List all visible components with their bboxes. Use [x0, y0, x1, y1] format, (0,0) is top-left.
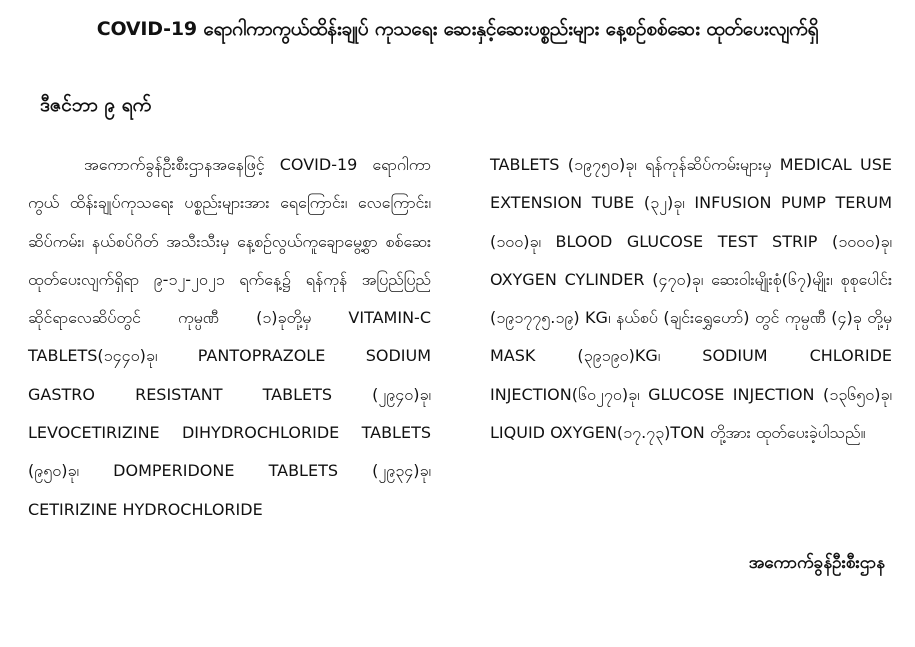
issuing-department-signature: အကောက်ခွန်ဦးစီးဌာန: [748, 553, 885, 573]
body-column-left: အကောက်ခွန်ဦးစီးဌာနအနေဖြင့် COVID-19 ရောဂါကာကွယ် ထိန်းချုပ်ကုသရေး ပစ္စည်းများအား ရေကြောင်း၊ လေကြောင်း၊ ဆိပ်ကမ်း၊ နယ်စပ်ဂိတ် အသီးသီးမှ နေ့စဉ်လွယ်ကူချောမွေ့စွာ စစ်ဆေး ထုတ်ပေးလျက်ရှိရာ ၉-၁၂-၂၀၂၁ ရက်နေ့၌ ရန်ကုန် အပြည်ပြည်ဆိုင်ရာလေဆိပ်တွင် ကုမ္ပဏီ (၁)ခုတို့မှ VITAMIN-C TABLETS(၁၄၄၀)ခု၊ PANTOPRAZOLE SODIUM GASTRO RESISTANT TABLETS (၂၉၄၀)ခု၊ LEVOCETIRIZINE DIHYDROCHLORIDE TABLETS (၉၅၀)ခု၊ DOMPERIDONE TABLETS (၂၉၃၄)ခု၊ CETIRIZINE HYDROCHLORIDE: [28, 155, 431, 519]
dateline: ဒီဇင်ဘာ ၉ ရက်: [40, 94, 152, 116]
body-column-right: TABLETS (၁၉၇၅၀)ခု၊ ရန်ကုန်ဆိပ်ကမ်းများမှ MEDICAL USE EXTENSION TUBE (၃၂)ခု၊ INFUSION PUMP TERUM (၁၀၀)ခု၊ BLOOD GLUCOSE TEST STRIP (၁၀၀၀)ခု၊ OXYGEN CYLINDER (၄၇၀)ခု၊ ဆေးဝါးမျိုးစုံ(၆၇)မျိုး၊ စုစုပေါင်း (၁၉၁၇၇၅.၁၉) KG၊ နယ်စပ် (ချင်းရွှေဟော်) တွင် ကုမ္ပဏီ (၄)ခု တို့မှ MASK (၃၉၁၉၀)KG၊ SODIUM CHLORIDE INJECTION(၆၀၂၇၀)ခု၊ GLUCOSE INJECTION (၁၃၆၅၀)ခု၊ LIQUID OXYGEN(၁၇.၇၃)TON တို့အား ထုတ်ပေးခဲ့ပါသည်။: [490, 155, 892, 443]
headline: COVID-19 ရောဂါကာကွယ်ထိန်းချုပ် ကုသရေး ဆေးနှင့်ဆေးပစ္စည်းများ နေ့စဉ်စစ်ဆေး ထုတ်ပေးလျက်ရှိ: [96, 18, 819, 40]
